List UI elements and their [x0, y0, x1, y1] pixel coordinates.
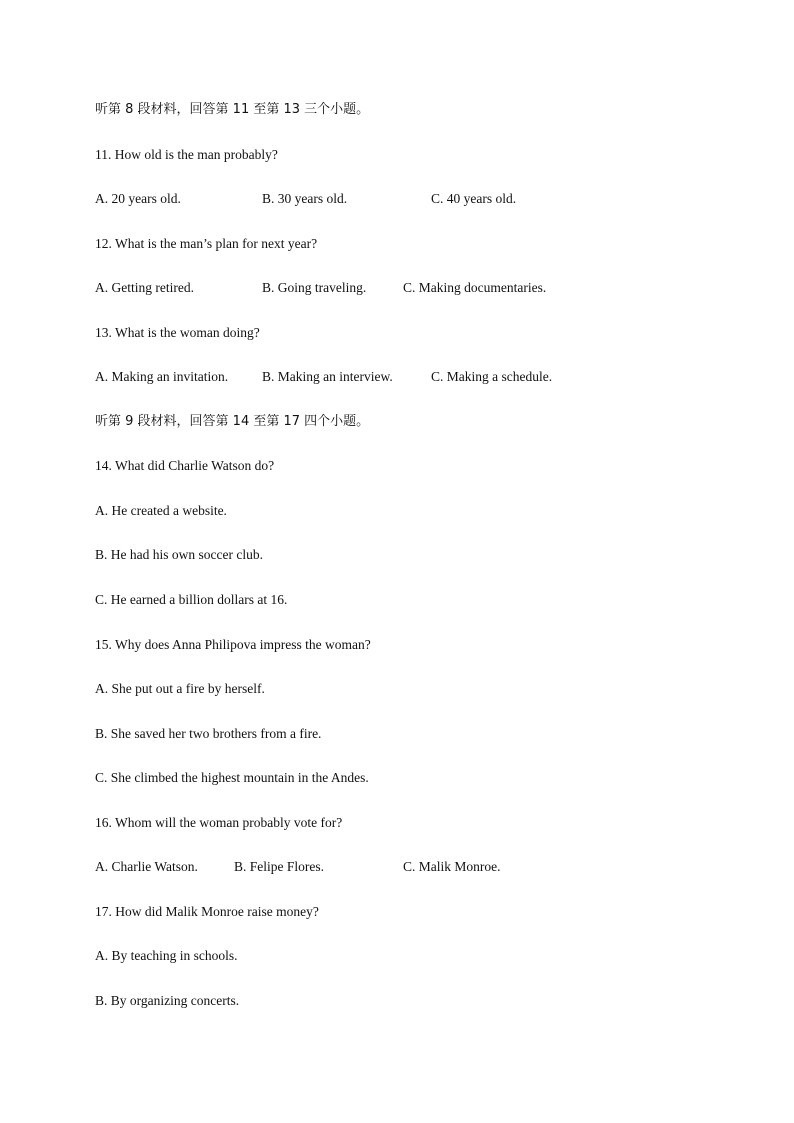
question-17: 17. How did Malik Monroe raise money?: [95, 904, 319, 919]
section-9-heading: 听第 9 段材料，回答第 14 至第 17 四个小题。: [95, 414, 370, 429]
question-15-option-a: A. She put out a fire by herself.: [95, 681, 265, 696]
question-14: 14. What did Charlie Watson do?: [95, 458, 275, 473]
question-13-option-a: A. Making an invitation.: [95, 369, 229, 384]
question-13: 13. What is the woman doing?: [95, 325, 260, 340]
question-15: 15. Why does Anna Philipova impress the woman?: [95, 637, 371, 652]
question-15-option-b: B. She saved her two brothers from a fire.: [95, 726, 322, 741]
question-16-option-c: C. Malik Monroe.: [403, 859, 501, 874]
question-12-option-b: B. Going traveling.: [262, 280, 367, 295]
question-16-option-a: A. Charlie Watson.: [95, 859, 198, 874]
question-17-option-a: A. By teaching in schools.: [95, 948, 238, 963]
question-17-option-b: B. By organizing concerts.: [95, 993, 240, 1008]
question-14-option-a: A. He created a website.: [95, 503, 227, 518]
question-16: 16. Whom will the woman probably vote for?: [95, 815, 343, 830]
question-11-option-c: C. 40 years old.: [431, 191, 517, 206]
section-8-heading: 听第 8 段材料，回答第 11 至第 13 三个小题。: [95, 102, 370, 117]
question-12-option-a: A. Getting retired.: [95, 280, 194, 295]
question-13-option-c: C. Making a schedule.: [431, 369, 553, 384]
question-14-option-b: B. He had his own soccer club.: [95, 547, 263, 562]
question-15-option-c: C. She climbed the highest mountain in the Andes.: [95, 770, 369, 785]
question-14-option-c: C. He earned a billion dollars at 16.: [95, 592, 288, 607]
question-11-option-a: A. 20 years old.: [95, 191, 181, 206]
question-12-option-c: C. Making documentaries.: [403, 280, 547, 295]
question-13-option-b: B. Making an interview.: [262, 369, 393, 384]
question-12: 12. What is the man’s plan for next year?: [95, 236, 318, 251]
question-11: 11. How old is the man probably?: [95, 147, 278, 162]
question-11-option-b: B. 30 years old.: [262, 191, 348, 206]
question-16-option-b: B. Felipe Flores.: [234, 859, 324, 874]
